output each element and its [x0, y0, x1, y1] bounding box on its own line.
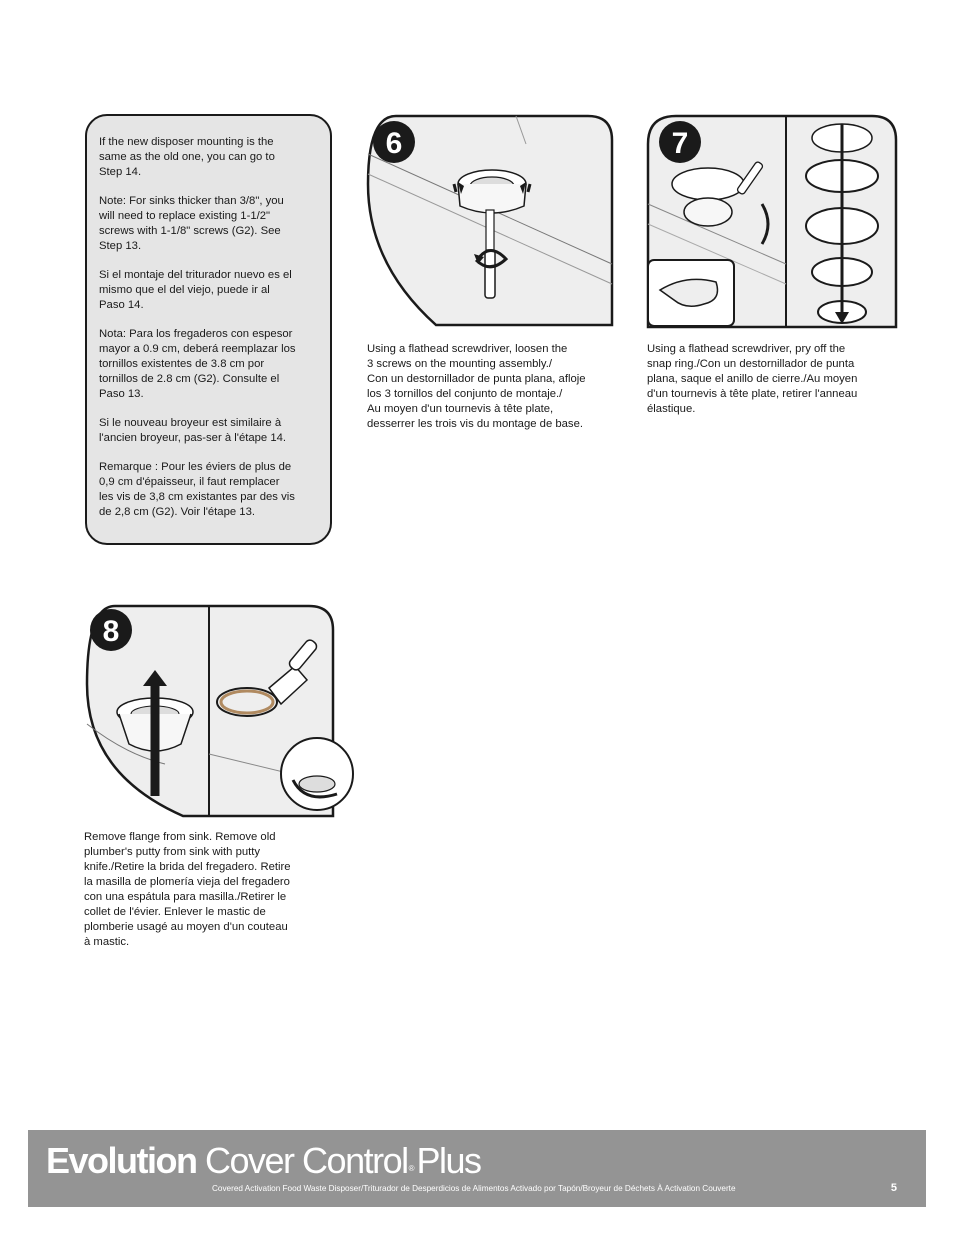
note-paragraph: Note: For sinks thicker than 3/8", you will need to replace existing 1-1/2" screws with 1-1/8" screws (G2). See Step 13.	[99, 195, 284, 252]
note-paragraph: Nota: Para los fregaderos con espesor mayor a 0.9 cm, deberá reemplazar los tornillos existentes de 3.8 cm por tornillos de 2.8 cm (G2). Consulte el Paso 13.	[99, 328, 296, 400]
note-box	[85, 114, 332, 545]
footer-bar	[28, 1130, 926, 1207]
brand-bold: Evolution	[46, 1140, 197, 1181]
step-7-caption: Using a flathead screwdriver, pry off the snap ring./Con un destornillador de punta plana, saque el anillo de cierre./Au moyen d'un tournevis à tête plate, retirer l'anneau élastique.	[647, 343, 858, 415]
step-6-caption: Using a flathead screwdriver, loosen the 3 screws on the mounting assembly./ Con un destornillador de punta plana, afloje los 3 tornillos del conjunto de montaje./ Au moyen d'un tournevis à tête plate, desserrer les trois vis du montage de base.	[367, 343, 586, 430]
note-paragraph: Si le nouveau broyeur est similaire à l'ancien broyeur, pas-ser à l'étape 14.	[99, 417, 287, 444]
note-paragraph: Remarque : Pour les éviers de plus de 0,9 cm d'épaisseur, il faut remplacer les vis de 3,8 cm existantes par des vis de 2,8 cm (G2). Voir l'étape 13.	[99, 461, 295, 518]
brand-suffix: Plus	[416, 1140, 481, 1181]
step-8-illustration	[85, 604, 357, 818]
note-paragraph: If the new disposer mounting is the same as the old one, you can go to Step 14.	[99, 136, 275, 178]
step-number: 7	[671, 127, 689, 160]
step-number: 6	[385, 127, 403, 160]
product-subtitle: Covered Activation Food Waste Disposer/Triturador de Desperdicios de Alimentos Activado por Tapón/Broyeur de Déchets À Activation Couverte	[212, 1184, 736, 1193]
brand-regular: Cover Control	[205, 1140, 408, 1181]
registered-mark: ®	[408, 1164, 415, 1173]
step-number: 8	[102, 615, 120, 648]
note-paragraph: Si el montaje del triturador nuevo es el mismo que el del viejo, puede ir al Paso 14.	[99, 269, 292, 311]
page-number: 5	[890, 1182, 897, 1194]
step-7-illustration	[646, 114, 898, 329]
step-8-caption: Remove flange from sink. Remove old plumber's putty from sink with putty knife./Retire la brida del fregadero. Retire la masilla de plomería vieja del fregadero con una espátula para masilla./Retirer le collet de l'évier. Enlever le mastic de plomberie usagé au moyen d'un couteau à mastic.	[84, 831, 291, 948]
step-6-illustration	[366, 114, 614, 327]
brand-logo	[46, 1140, 481, 1190]
